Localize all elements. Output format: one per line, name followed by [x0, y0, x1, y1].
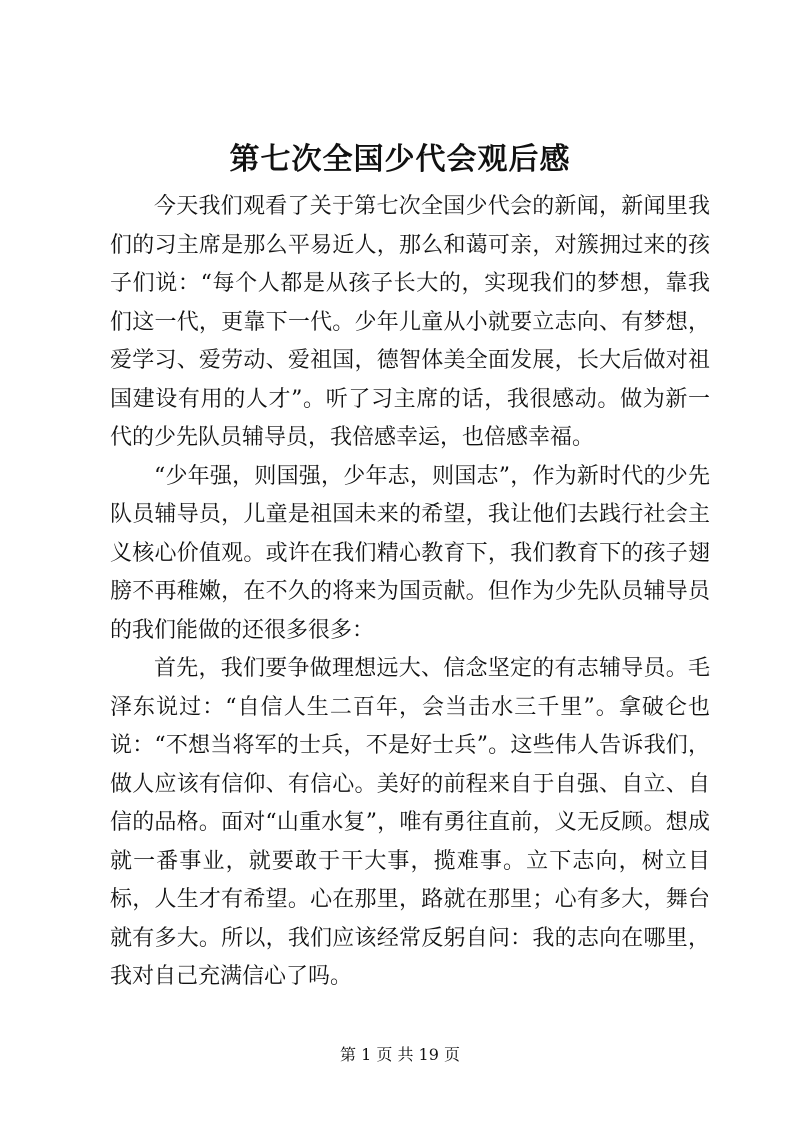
page-footer: 第 1 页 共 19 页: [340, 1045, 460, 1064]
document-body: [110, 188, 710, 997]
paragraph-3: 首先，我们要争做理想远大、信念坚定的有志辅导员。毛泽东说过：“自信人生二百年，会当击水三千里”。拿破仑也说：“不想当将军的士兵，不是好士兵”。这些伟人告诉我们，做人应该有信仰、有信心。美好的前程来自于自强、自立、自信的品格。面对“山重水复”，唯有勇往直前，义无反顾。想成就一番事业，就要敢于干大事，揽难事。立下志向，树立目标，人生才有希望。心在那里，路就在那里；心有多大，舞台就有多大。所以，我们应该经常反躬自问：我的志向在哪里，我对自己充满信心了吗。: [110, 656, 710, 989]
paragraph-1: 今天我们观看了关于第七次全国少代会的新闻，新闻里我们的习主席是那么平易近人，那么和蔼可亲，对簇拥过来的孩子们说：“每个人都是从孩子长大的，实现我们的梦想，靠我们这一代，更靠下一代。少年儿童从小就要立志向、有梦想，爱学习、爱劳动、爱祖国，德智体美全面发展，长大后做对祖国建设有用的人才”。听了习主席的话，我很感动。做为新一代的少先队员辅导员，我倍感幸运，也倍感幸福。: [110, 194, 710, 450]
paragraph-2: “少年强，则国强，少年志，则国志”，作为新时代的少先队员辅导员，儿童是祖国未来的希望，我让他们去践行社会主义核心价值观。或许在我们精心教育下，我们教育下的孩子翅膀不再稚嫩，在不久的将来为国贡献。但作为少先队员辅导员的我们能做的还很多很多：: [110, 463, 710, 643]
document-title: 第七次全国少代会观后感: [229, 142, 571, 177]
